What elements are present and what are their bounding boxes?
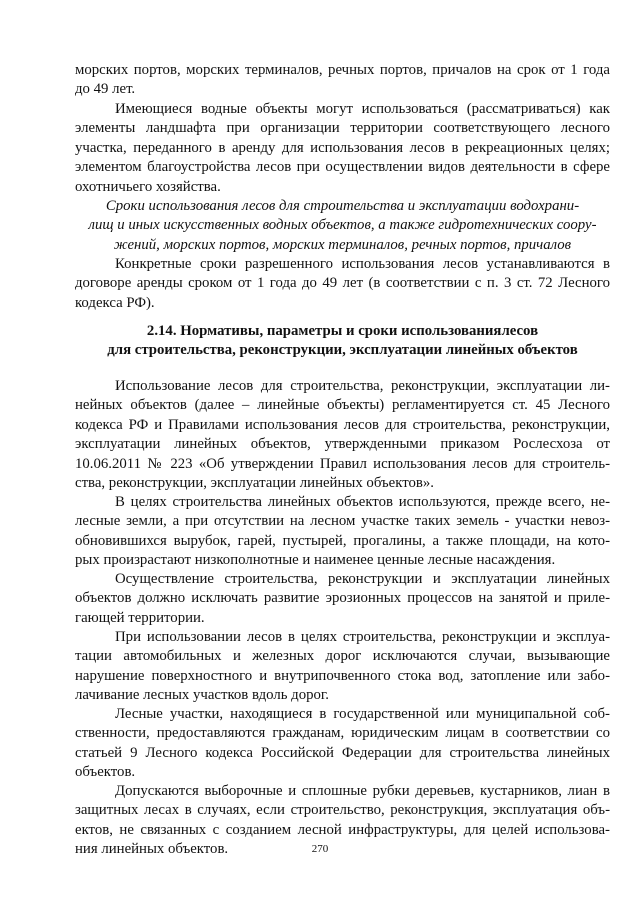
text-line: элементом благоустройства лесов при осуществлении видов деятельности в сфере	[75, 159, 610, 176]
text-line: элементы ландшафта при организации территории соответствующего лесного	[75, 120, 610, 137]
paragraph-erosion	[75, 570, 610, 628]
text-line: ния линейных объектов.	[75, 841, 229, 858]
text-line: участка, переданного в аренду для использования лесов в рекреационных целях;	[75, 139, 610, 156]
text-line: Конкретные сроки разрешенного использования лесов устанавливаются в	[115, 256, 610, 272]
heading-line: 2.14. Нормативы, параметры и сроки использованиялесов	[146, 323, 539, 339]
text-line: гающей территории.	[75, 609, 205, 626]
text-line: ектов, не связанных с созданием лесной инфраструктуры, для целей использова-	[75, 821, 610, 838]
text-line: При использовании лесов в целях строительства, реконструкции и эксплуа-	[115, 629, 610, 645]
text-line: нарушение поверхностного и внутрипочвенного стока вод, затопление или забо-	[75, 667, 610, 684]
text-line: до 49 лет.	[75, 81, 136, 98]
text-line: Имеющиеся водные объекты могут использоваться (рассматриваться) как	[115, 101, 610, 117]
text-line: Осуществление строительства, реконструкции и эксплуатации линейных	[115, 571, 610, 587]
text-line: кодекса РФ).	[75, 294, 155, 311]
text-line: ства, реконструкции, эксплуатации линейных объектов».	[75, 474, 434, 491]
text-line: лесные земли, а при отсутствии на лесном участке таких земель - участки невоз-	[75, 513, 610, 530]
text-line: статьей 9 Лесного кодекса Российской Федерации для строительства линейных	[75, 744, 610, 761]
text-line: тации автомобильных и железных дорог исключаются случаи, вызывающие	[75, 648, 610, 665]
text-line: 10.06.2011 № 223 «Об утверждении Правил использования лесов для строитель-	[75, 455, 610, 472]
italic-subheading	[75, 197, 610, 255]
text-line: Лесные участки, находящиеся в государственной или муниципальной соб-	[115, 706, 610, 722]
text-line: жений, морских портов, морских терминалов, речных портов, причалов	[113, 236, 572, 253]
paragraph-continued	[75, 61, 610, 100]
text-line: ственности, предоставляются гражданам, юридическим лицам в соответствии со	[75, 725, 610, 742]
text-line: Допускаются выборочные и сплошные рубки деревьев, кустарников, лиан в	[115, 783, 610, 799]
paragraph-non-forest	[75, 493, 610, 571]
paragraph-linear-objects	[75, 377, 610, 493]
paragraph-roads	[75, 628, 610, 706]
text-line: эксплуатации линейных объектов, утвержденными приказом Рослесхоза от	[75, 436, 610, 453]
heading-line: для строительства, реконструкции, эксплуатации линейных объектов	[107, 342, 578, 359]
text-line: морских портов, морских терминалов, речных портов, причалов на срок от 1 года	[75, 62, 610, 78]
text-line: лищ и иных искусственных водных объектов, а также гидротехнических соору-	[88, 217, 597, 234]
text-line: В целях строительства линейных объектов используются, прежде всего, не-	[115, 494, 610, 510]
text-line: обновившихся вырубок, гарей, пустырей, прогалины, а также площади, на кото-	[75, 532, 610, 549]
text-line: Использование лесов для строительства, реконструкции, эксплуатации ли-	[115, 378, 610, 394]
text-line: лачивание лесных участков вдоль дорог.	[75, 687, 329, 704]
text-line: объектов.	[75, 764, 136, 781]
text-line: защитных лесах в случаях, если строительство, реконструкция, эксплуатация объ-	[75, 802, 610, 819]
text-line: договоре аренды сроком от 1 года до 49 лет (в соответствии с п. 3 ст. 72 Лесного	[75, 275, 610, 292]
page-number: 270	[311, 843, 329, 855]
text-line: охотничьего хозяйства.	[75, 178, 221, 195]
paragraph-state-land	[75, 705, 610, 783]
text-line: объектов должно исключать развитие эрозионных процессов на занятой и приле-	[75, 590, 610, 607]
paragraph-terms	[75, 255, 610, 313]
section-heading	[75, 322, 610, 361]
paragraph-water-objects	[75, 100, 610, 197]
text-line: Сроки использования лесов для строительства и эксплуатации водохрани-	[105, 198, 580, 214]
text-line: кодекса РФ и Правилами использования лесов для строительства, реконструкции,	[75, 416, 610, 433]
text-line: рых произрастают низкополнотные и наименее ценные лесные насаждения.	[75, 552, 556, 569]
text-line: нейных объектов (далее – линейные объекты) регламентируется ст. 45 Лесного	[75, 397, 610, 414]
